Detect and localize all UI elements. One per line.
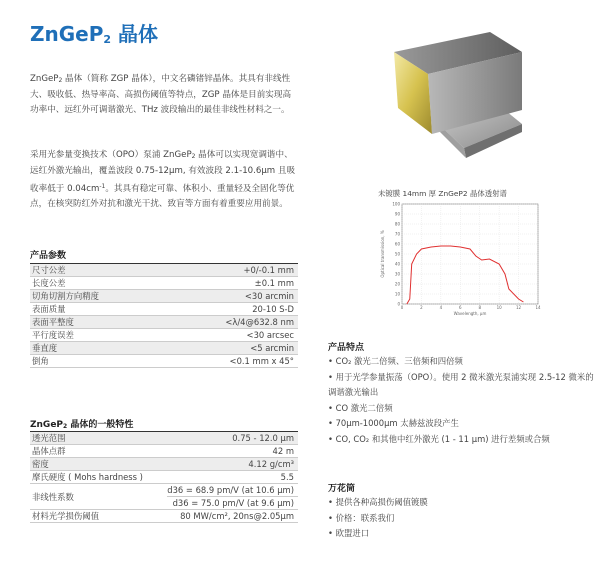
table-row-nonlinear: [30, 484, 298, 510]
transmission-chart: [376, 198, 546, 318]
table-value: <30 arcsec: [246, 330, 294, 340]
y-tick-label: 70: [394, 231, 400, 237]
table-value: 0.75 - 12.0 μm: [232, 433, 294, 443]
feature-item: • CO 激光二倍频: [328, 402, 393, 413]
feature-item: • 70μm-1000μm 太赫兹波段产生: [328, 418, 459, 428]
general-table: [30, 431, 298, 523]
features-list: [328, 354, 598, 447]
table-key: 长度公差: [32, 278, 66, 288]
table-row: [30, 471, 298, 484]
table-value: <5 arcmin: [250, 343, 294, 353]
company-item: • 提供各种高损伤阈值镀膜: [328, 497, 428, 507]
table-key: 尺寸公差: [32, 265, 66, 275]
table-value: ±0.1 mm: [254, 278, 294, 288]
table-key: 表面质量: [32, 304, 66, 314]
params-title: 产品参数: [30, 251, 67, 261]
y-tick-label: 10: [394, 291, 400, 297]
table-value: <30 arcmin: [244, 291, 294, 301]
y-tick-label: 0: [397, 301, 400, 307]
y-tick-label: 60: [394, 241, 400, 247]
table-value: 20-10 S-D: [252, 304, 294, 314]
table-row: [30, 342, 298, 355]
table-value: d36 = 68.9 pm/V (at 10.6 μm): [167, 484, 298, 497]
table-row: [30, 445, 298, 458]
x-tick-label: 4: [439, 305, 443, 310]
table-value: 4.12 g/cm³: [248, 459, 294, 469]
general-title: ZnGeP$_2$ 晶体的一般特性: [30, 420, 134, 430]
table-value: <λ/4@632.8 nm: [225, 317, 294, 327]
table-row: [30, 277, 298, 290]
features-title: 产品特点: [328, 343, 365, 353]
table-key: 密度: [32, 459, 49, 469]
company-item: • 欧盟进口: [328, 528, 370, 538]
intro-paragraph-2: 采用光参量变换技术（OPO）泵浦 ZnGeP$_2$ 晶体可以实现宽调谐中、远红外激光输出，覆盖波段 0.75-12μm, 有效波段 2.1-10.6μm 且吸收率低于 $0.04cm^{-1}$。其具有稳定可靠、体积小、重量轻及全固化等优点，在核突防红外对抗和激光干扰、致盲等方面有着重要应用前景。: [30, 150, 296, 209]
table-key: 表面平整度: [32, 317, 74, 327]
y-tick-label: 80: [394, 221, 400, 227]
x-tick-label: 8: [478, 305, 481, 310]
x-tick-label: 2: [420, 305, 423, 310]
x-axis-label: Wavelength, μm: [453, 311, 487, 316]
table-value: +0/-0.1 mm: [243, 265, 294, 275]
table-key: 非线性系数: [32, 491, 74, 502]
company-item: • 价格：联系我们: [328, 512, 395, 523]
table-row: [30, 316, 298, 329]
crystal-image: [372, 24, 542, 174]
table-row: [30, 458, 298, 471]
table-key: 透光范围: [32, 433, 66, 443]
y-axis-label: Optical transmission, %: [380, 230, 385, 278]
table-key: 平行度误差: [32, 330, 74, 340]
y-tick-label: 100: [392, 201, 400, 207]
y-tick-label: 40: [394, 261, 400, 267]
table-key: 垂直度: [32, 343, 58, 353]
table-row: [30, 355, 298, 368]
y-tick-label: 90: [394, 211, 400, 217]
table-row: [30, 432, 298, 445]
intro-paragraph-1: ZnGeP$_2$ 晶体（简称 ZGP 晶体），中文名磷锗锌晶体。其具有非线性大、吸收低、热导率高、高损伤阈值等特点，ZGP 晶体是目前实现高功率中、远红外可调谐激光、THz 波段输出的最佳非线性材料之一。: [30, 74, 292, 115]
table-key: 倒角: [32, 356, 49, 366]
table-row-damage: [30, 510, 298, 523]
table-row: [30, 329, 298, 342]
x-tick-label: 12: [516, 305, 522, 310]
page-title: ZnGeP$_2$ 晶体: [30, 22, 159, 46]
y-tick-label: 30: [394, 271, 400, 277]
params-table: [30, 263, 298, 368]
table-key: 切角切割方向精度: [32, 291, 99, 301]
table-row: [30, 303, 298, 316]
company-title: 万花筒: [328, 484, 356, 494]
figure-caption: 未镀膜 14mm 厚 ZnGeP2 晶体透射谱: [378, 189, 507, 198]
table-key: 材料光学损伤阈值: [32, 511, 99, 521]
feature-item: • 用于光学参量振荡（OPO）。使用 2 微米激光泵浦实现 2.5-12 微米的调谐激光输出: [328, 371, 594, 397]
table-row: [30, 264, 298, 277]
x-tick-label: 14: [535, 305, 541, 310]
table-value: 42 m: [272, 446, 294, 456]
y-tick-label: 20: [394, 281, 400, 287]
y-tick-label: 50: [394, 251, 400, 257]
feature-item: • CO, CO₂ 和其他中红外激光 (1 - 11 μm) 进行差频或合频: [328, 433, 550, 444]
table-value: d36 = 75.0 pm/V (at 9.6 μm): [172, 498, 294, 508]
x-tick-label: 0: [400, 305, 404, 310]
table-value: 5.5: [280, 472, 294, 482]
table-value: <0.1 mm x 45°: [229, 356, 294, 366]
x-tick-label: 10: [496, 305, 502, 310]
table-row: [30, 290, 298, 303]
feature-item: • CO₂ 激光二倍频、三倍频和四倍频: [328, 356, 463, 366]
company-list: [328, 495, 598, 542]
table-key: 晶体点群: [32, 446, 66, 456]
table-value: 80 MW/cm², 20ns@2.05μm: [180, 511, 294, 521]
x-tick-label: 6: [459, 305, 462, 310]
table-key: 摩氏硬度 ( Mohs hardness ): [32, 472, 143, 482]
